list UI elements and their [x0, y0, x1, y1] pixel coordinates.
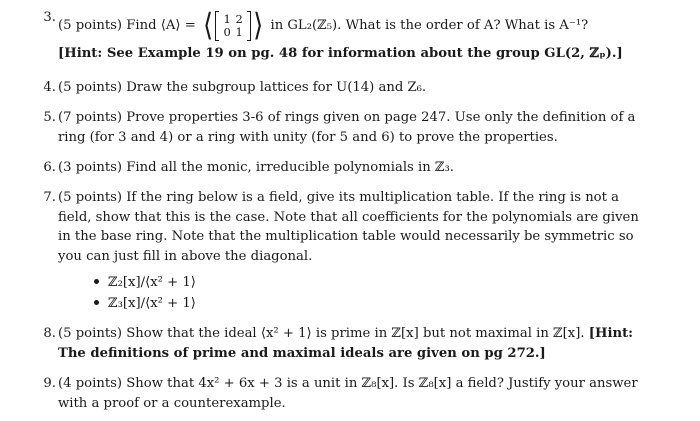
bullet-icon — [94, 300, 99, 305]
bullet-icon — [94, 279, 99, 284]
ring-expression: ℤ₃[x]/⟨x² + 1⟩ — [108, 296, 196, 311]
problem-8-hint: The definitions of prime and maximal ideals are given on pg 272.] — [58, 345, 546, 361]
matrix-generator — [202, 7, 264, 44]
problem-number: 9. — [43, 376, 56, 391]
problem-line: with a proof or a counterexample. — [58, 395, 286, 411]
problem-number: 5. — [43, 110, 56, 125]
problem-8 — [43, 324, 688, 363]
problem-9 — [43, 374, 688, 413]
problem-line: field, show that this is the case. Note that all coefficients for the polynomials are given — [58, 209, 639, 225]
problem-number: 8. — [43, 326, 56, 341]
list-item — [94, 293, 196, 314]
problem-line: ring (for 3 and 4) or a ring with unity (for 5 and 6) to prove the properties. — [58, 129, 558, 145]
problem-6 — [43, 158, 688, 178]
matrix-cell: 2 — [235, 11, 243, 26]
problem-5 — [43, 108, 688, 147]
problem-number: 7. — [43, 190, 56, 205]
problem-3-prefix: (5 points) Find ⟨A⟩ = — [58, 18, 196, 33]
problem-8-hint-start: [Hint: — [588, 326, 634, 341]
problem-8-text: (5 points) Show that the ideal ⟨x² + 1⟩ is prime in ℤ[x] but not maximal in ℤ[x]. — [58, 326, 585, 341]
matrix-cell: 1 — [223, 11, 231, 26]
problem-7-ring-list — [94, 272, 196, 314]
problem-7 — [43, 188, 688, 266]
matrix-cells — [221, 13, 245, 39]
problem-line: you can just fill in above the diagonal. — [58, 248, 313, 264]
problem-number: 6. — [43, 160, 56, 175]
problem-3-suffix: in GL₂(ℤ₅). What is the order of A? What is A⁻¹? — [270, 18, 589, 33]
left-angle-bracket: ⟨ — [202, 7, 214, 44]
problem-4 — [43, 78, 688, 98]
left-matrix-bracket — [215, 11, 219, 41]
matrix-cell: 1 — [235, 24, 243, 39]
problem-line: (4 points) Show that 4x² + 6x + 3 is a unit in ℤ₈[x]. Is ℤ₈[x] a field? Justify your answer — [58, 376, 638, 391]
right-matrix-bracket — [247, 11, 251, 41]
problem-line: (5 points) If the ring below is a field, give its multiplication table. If the ring is not a — [58, 190, 619, 205]
right-angle-bracket: ⟩ — [253, 7, 264, 44]
problem-line: (5 points) Draw the subgroup lattices for U(14) and Z₆. — [58, 80, 427, 95]
problem-3-line-1 — [58, 8, 688, 44]
problem-line: (7 points) Prove properties 3-6 of rings given on page 247. Use only the definition of a — [58, 110, 636, 125]
matrix-cell: 0 — [223, 24, 231, 39]
problem-3-hint: [Hint: See Example 19 on pg. 48 for information about the group GL(2, ℤₚ).] — [58, 46, 623, 61]
list-item — [94, 272, 196, 293]
ring-expression: ℤ₂[x]/⟨x² + 1⟩ — [108, 275, 196, 290]
problem-line: in the base ring. Note that the multiplication table would necessarily be symmetric so — [58, 229, 634, 244]
problem-number: 3. — [43, 10, 56, 25]
problem-3 — [43, 7, 688, 64]
problem-8-line-1 — [58, 324, 688, 344]
problem-number: 4. — [43, 80, 56, 95]
problem-line: (3 points) Find all the monic, irreducible polynomials in ℤ₃. — [58, 160, 454, 175]
